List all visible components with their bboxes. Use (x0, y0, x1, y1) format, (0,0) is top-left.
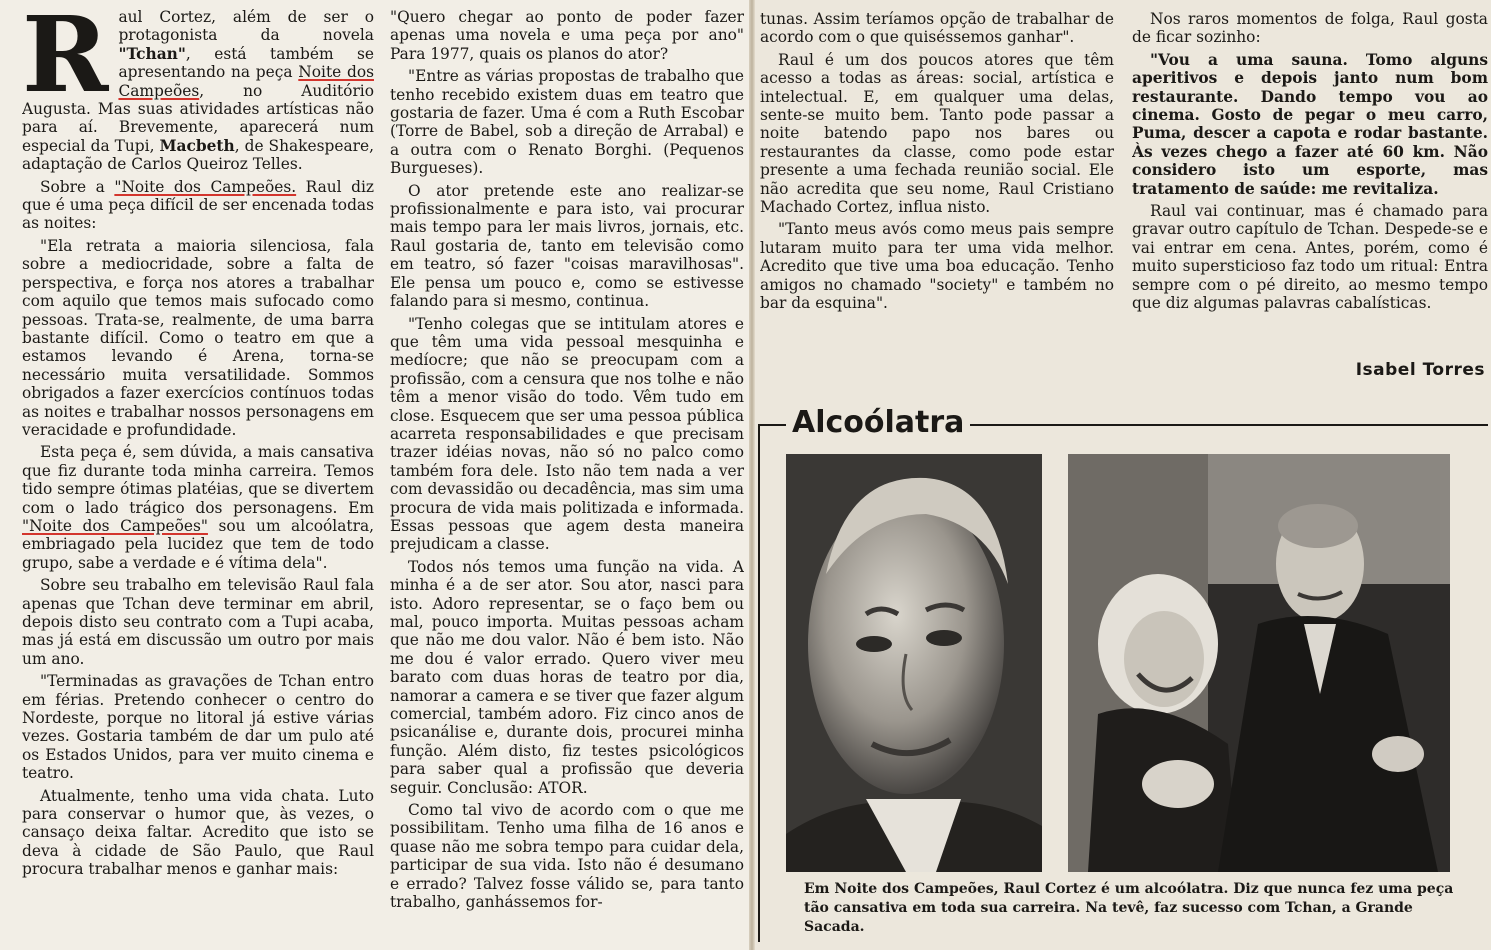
paragraph: Todos nós temos uma função na vida. A minha é a de ser ator. Sou ator, nasci para isto. Adoro representar, se o faço bem ou mal, pouco importa. Muitas pessoas acham que não me dou valor. Não é bem isto. Não me dou é valor errado. Quero viver meu barato com duas horas de teatro por dia, namorar a camera e se tiver que fazer algum comercial, também adoro. Fiz cinco anos de psicanálise e, durante dois, procurei minha função. Além disto, fiz testes psicológicos para saber qual a profissão que deveria seguir. Conclusão: ATOR. (390, 557, 744, 797)
paragraph: Sobre seu trabalho em televisão Raul fala apenas que Tchan deve terminar em abril, depois disto seu contrato com a Tupi acaba, mas já está em discussão um outro por mais um ano. (22, 576, 374, 668)
paragraph (22, 443, 374, 572)
play-title-highlight: Noite dos Campeões (118, 63, 374, 100)
text: , no Auditório Augusta. Mas suas atividades artísticas não para aí. Brevemente, aparecerá num especial da Tupi, (22, 81, 374, 155)
paragraph: O ator pretende este ano realizar-se profissionalmente e para isto, vai procurar mais tempo para ler mais livros, jornais, etc. Raul gostaria de, tanto em televisão como em teatro, só fazer "coisas maravilhosas". Ele pensa um pouco e, como se estivesse falando para si mesmo, continua. (390, 181, 744, 311)
paragraph: Raul é um dos poucos atores que têm acesso a todas as áreas: social, artística e intelectual. E, em qualquer uma delas, sente-se muito bem. Tanto pode passar a noite batendo papo nos bares ou restaurantes da classe, como pode estar presente a uma fechada reunião social. Ele não acredita que seu nome, Raul Cristiano Machado Cortez, influa nisto. (760, 50, 1114, 217)
paragraph: "Ela retrata a maioria silenciosa, fala sobre a mediocridade, sobre a falta de perspectiva, e força nos atores a trabalhar com aquilo que temos mais sufocado como pessoas. Trata-se, realmente, de uma barra bastante difícil. Como o teatro em que a estamos levando é Arena, torna-se necessário muita versatilidade. Sommos obrigados a fazer exercícios contínuos todas as noites e trabalhar nossos personagens em veracidade e profundidade. (22, 236, 374, 439)
text: Sobre a (40, 177, 115, 196)
text: , está também se apresentando na peça (118, 44, 374, 82)
paragraph: "Tenho colegas que se intitulam atores e que têm uma vida pessoal mesquinha e medíocre; que não se preocupam com a profissão, com a censura que nos tolhe e não têm a menor visão do todo. Vêm tudo em close. Esquecem que ser uma pessoa pública acarreta responsabilidades e que precisam trazer idéias novas, não só no palco como também fora dele. Isto não tem nada a ver com devassidão ou decadência, mas sim uma procura de vida mais politizada e informada. Essas pessoas que agem desta maneira prejudicam a classe. (390, 314, 744, 554)
play-title-highlight: "Noite dos Campeões" (22, 516, 208, 535)
paragraph: Como tal vivo de acordo com o que me possibilitam. Tenho uma filha de 16 anos e quase não me sobra tempo para cuidar dela, participar de sua vida. Isto não é desumano e errado? Talvez fosse válido se, para tanto trabalho, ganhássemos for- (390, 801, 744, 912)
stage-scene-photo (1068, 454, 1450, 872)
text: Raul diz que é uma peça difícil de ser encenada todas as noites: (22, 177, 374, 233)
text: , de Shakespeare, adaptação de Carlos Queiroz Telles. (22, 136, 374, 174)
article-column-2 (390, 8, 744, 950)
play-title-highlight: "Noite dos Campeões. (114, 177, 297, 196)
paragraph: tunas. Assim teríamos opção de trabalhar de acordo com o que quiséssemos ganhar". (760, 10, 1114, 47)
photo-caption: Em Noite dos Campeões, Raul Cortez é um alcoólatra. Diz que nunca fez uma peça tão cansativa em toda sua carreira. Na tevê, faz sucesso com Tchan, a Grande Sacada. (804, 881, 1454, 935)
page-fold (749, 0, 755, 950)
tchan-title: "Tchan" (118, 44, 186, 63)
paragraph (22, 8, 374, 174)
paragraph: Raul vai continuar, mas é chamado para gravar outro capítulo de Tchan. Despede-se e vai entrar em cena. Antes, porém, como é muito supersticioso faz todo um ritual: Entra sempre com o pé direito, ao mesmo tempo que diz algumas palavras cabalísticas. (1132, 202, 1488, 313)
portrait-photo (786, 454, 1042, 872)
paragraph: "Vou a uma sauna. Tomo alguns aperitivos e depois janto num bom restaurante. Dando tempo vou ao cinema. Gosto de pegar o meu carro, Puma, descer a capota e rodar bastante. Às vezes chego a fazer até 60 km. Não considero isto um esporte, mas tratamento de saúde: me revitaliza. (1132, 50, 1488, 198)
paragraph: "Quero chegar ao ponto de poder fazer apenas uma novela e uma peça por ano" Para 1977, quais os planos do ator? (390, 8, 744, 63)
text: Esta peça é, sem dúvida, a mais cansativa que fiz durante toda minha carreira. Temos tido sempre ótimas platéias, que se divertem com o lado trágico dos personagens. Em (22, 443, 374, 517)
paragraph: "Entre as várias propostas de trabalho que tenho recebido existem duas em teatro que gostaria de fazer. Uma é com a Ruth Escobar (Torre de Babel, sob a direção de Arrabal) e a outra com o Renato Borghi. (Pequenos Burgueses). (390, 67, 744, 178)
paragraph: "Tanto meus avós como meus pais sempre lutaram muito para ter uma vida melhor. Acredito que tive uma boa educação. Tenho amigos no chamado "society" e também no bar da esquina". (760, 220, 1114, 313)
text: aul Cortez, além de ser o protagonista da novela (118, 8, 374, 45)
article-column-1 (22, 8, 374, 950)
article-column-4 (1132, 10, 1488, 350)
sidebar-box (758, 405, 1488, 942)
text: sou um alcoólatra, embriagado pela lucidez que tem de todo grupo, sabe a verdade e é vítima dela". (22, 516, 374, 572)
sidebar-title: Alcoólatra (786, 406, 970, 440)
portrait-photo-image (786, 454, 1042, 872)
paragraph: "Terminadas as gravações de Tchan entro em férias. Pretendo conhecer o centro do Nordeste, porque no litoral já estive várias vezes. Gostaria também de dar um pulo até os Estados Unidos, para ver muito cinema e teatro. (22, 672, 374, 783)
author-byline: Isabel Torres (1355, 360, 1485, 380)
macbeth-title: Macbeth (159, 136, 235, 155)
paragraph: Atualmente, tenho uma vida chata. Luto para conservar o humor que, às vezes, o cansaço deixa faltar. Acredito que isto se deva à cidade de São Paulo, que Raul procura trabalhar menos e ganhar mais: (22, 786, 374, 879)
paragraph: Nos raros momentos de folga, Raul gosta de ficar sozinho: (1132, 10, 1488, 47)
article-column-3 (760, 10, 1114, 350)
paragraph (22, 178, 374, 233)
drop-cap: R (22, 8, 109, 116)
stage-scene-image (1068, 454, 1450, 872)
